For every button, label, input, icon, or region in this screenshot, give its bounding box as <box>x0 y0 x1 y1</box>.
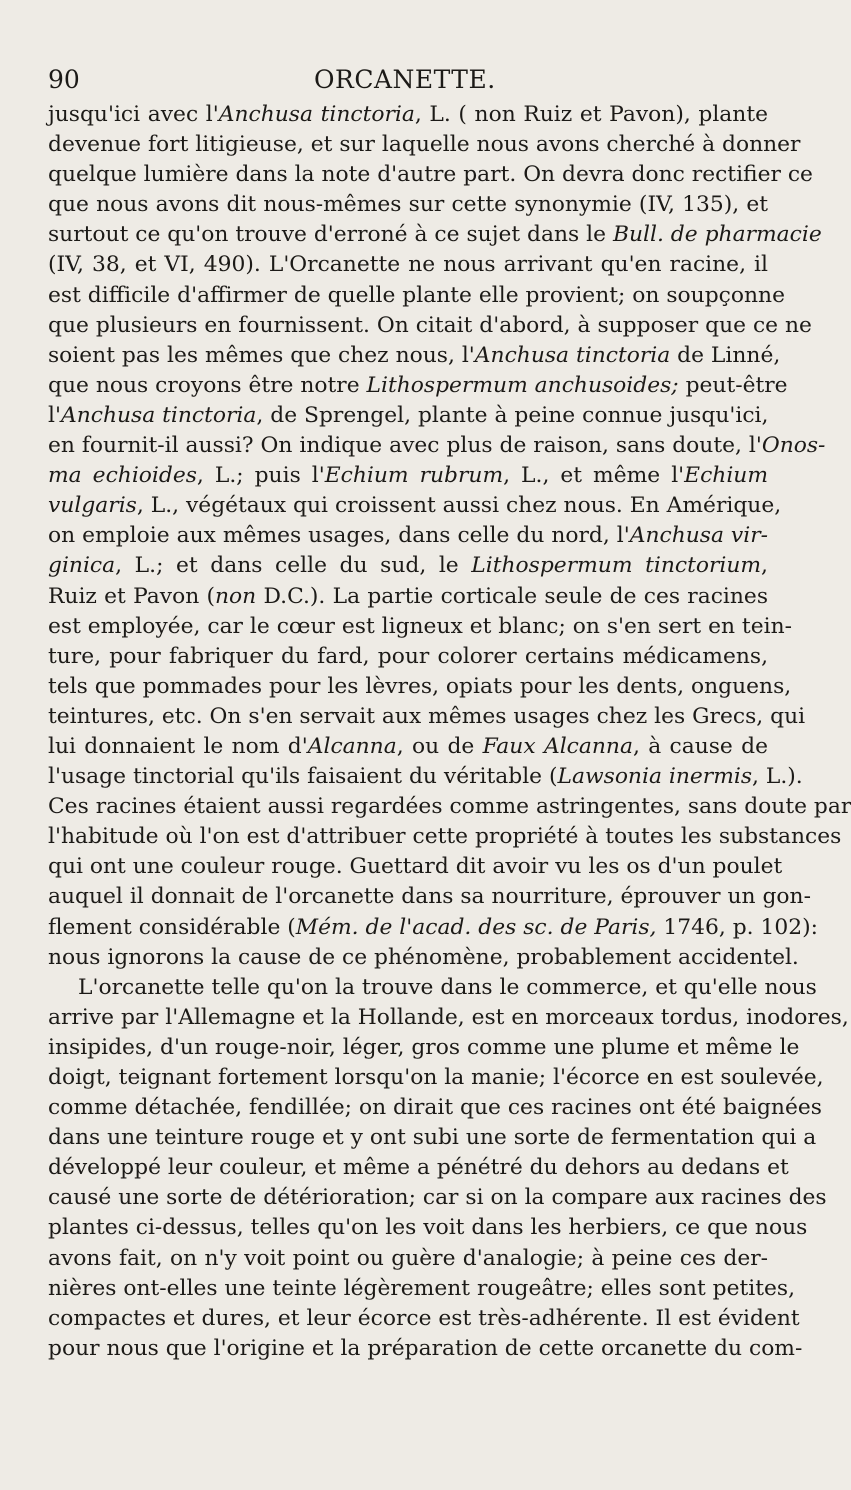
text-line <box>48 1183 827 1213</box>
italic-text: Anchusa vir- <box>629 523 768 549</box>
text-line <box>48 371 788 401</box>
text-run: que plusieurs en fournissent. On citait d'abord, à supposer que ce ne <box>48 312 812 338</box>
text-line <box>48 311 812 341</box>
text-run: pour nous que l'origine et la préparation de cette orcanette du com- <box>48 1335 803 1361</box>
text-run: , L.). <box>752 764 803 790</box>
text-line <box>48 672 792 702</box>
text-run: , <box>761 553 768 579</box>
text-line <box>48 732 768 762</box>
text-run: avons fait, on n'y voit point ou guère d'analogie; à peine ces der- <box>48 1245 768 1271</box>
text-line <box>48 551 768 581</box>
text-run: L'orcanette telle qu'on la trouve dans le commerce, et qu'elle nous <box>78 974 817 1000</box>
text-run: l'usage tinctorial qu'ils faisaient du véritable ( <box>48 764 558 790</box>
text-run: 1746, p. 102): <box>656 914 818 940</box>
text-run: auquel il donnait de l'orcanette dans sa nourriture, éprouver un gon- <box>48 884 811 910</box>
italic-text: vulgaris <box>48 493 137 519</box>
text-line <box>48 1153 789 1183</box>
text-line <box>48 1244 768 1274</box>
text-run: peut-être <box>678 372 788 398</box>
text-line <box>48 1063 824 1093</box>
text-run: , L., végétaux qui croissent aussi chez nous. En Amérique, <box>136 493 782 519</box>
text-line <box>48 943 799 973</box>
paragraph-1 <box>48 100 851 973</box>
text-line <box>48 190 768 220</box>
text-line <box>48 762 803 792</box>
text-run: arrive par l'Allemagne et la Hollande, est en morceaux tordus, inodores, <box>48 1004 849 1030</box>
text-run: l' <box>48 402 61 428</box>
text-run: causé une sorte de détérioration; car si on la compare aux racines des <box>48 1185 827 1211</box>
text-run: en fournit-il aussi? On indique avec plus de raison, sans doute, l' <box>48 433 762 459</box>
text-line <box>48 220 822 250</box>
text-line <box>48 913 818 943</box>
text-line <box>48 1213 808 1243</box>
text-line <box>48 160 813 190</box>
text-run: lui donnaient le nom d' <box>48 733 308 759</box>
text-run: tels que pommades pour les lèvres, opiats pour les dents, onguens, <box>48 673 792 699</box>
italic-text: Echium <box>684 463 769 489</box>
text-run: , L. ( non Ruiz et Pavon), plante <box>414 102 768 127</box>
text-run: ture, pour fabriquer du fard, pour colorer certains médicamens, <box>48 643 768 669</box>
text-run: compactes et dures, et leur écorce est très-adhérente. Il est évident <box>48 1305 800 1331</box>
text-run: Ces racines étaient aussi regardées comme astringentes, sans doute par <box>48 794 851 820</box>
text-run: de Linné, <box>670 342 781 368</box>
text-line <box>48 100 768 130</box>
text-run: soient pas les mêmes que chez nous, l' <box>48 342 475 368</box>
text-line <box>48 612 792 642</box>
text-run: est employée, car le cœur est ligneux et blanc; on s'en sert en tein- <box>48 613 792 639</box>
text-run: , L.; et dans celle du sud, le <box>115 553 472 579</box>
text-line <box>48 1304 800 1334</box>
italic-text: Onos- <box>761 433 826 459</box>
text-run: , L., et même l' <box>503 463 685 489</box>
italic-text: Echium rubrum <box>324 463 504 489</box>
text-line <box>48 431 826 461</box>
italic-text: Anchusa tinctoria <box>474 342 671 368</box>
text-line <box>48 642 768 672</box>
text-line <box>48 341 781 371</box>
italic-text: Alcanna <box>307 733 397 759</box>
italic-text: Anchusa tinctoria <box>60 402 257 428</box>
text-run: D.C.). La partie corticale seule de ces racines <box>256 583 768 609</box>
text-line <box>48 491 782 521</box>
text-run: que nous avons dit nous-mêmes sur cette synonymie (IV, 135), et <box>48 192 768 218</box>
italic-text: ma echioides <box>48 463 197 489</box>
italic-text: Mém. de l'acad. des sc. de Paris, <box>295 914 657 940</box>
body-text <box>48 100 851 1364</box>
text-line <box>48 1093 822 1123</box>
italic-text: Lawsonia inermis <box>557 764 753 790</box>
italic-text: Faux Alcanna <box>482 733 633 759</box>
text-run: , ou de <box>396 733 483 759</box>
italic-text: Bull. de pharmacie <box>612 222 822 248</box>
text-run: nières ont-elles une teinte légèrement rougeâtre; elles sont petites, <box>48 1275 796 1301</box>
text-line <box>48 1033 800 1063</box>
text-run: devenue fort litigieuse, et sur laquelle nous avons cherché à donner <box>48 132 801 158</box>
text-line <box>48 1274 796 1304</box>
italic-text: ginica <box>48 553 116 579</box>
text-run: doigt, teignant fortement lorsqu'on la manie; l'écorce en est soulevée, <box>48 1065 824 1090</box>
text-line <box>48 521 768 551</box>
text-line <box>48 1003 849 1033</box>
italic-text: Lithospermum anchusoides; <box>366 372 679 398</box>
text-line <box>48 130 801 160</box>
text-line <box>48 461 768 491</box>
page-header <box>48 62 768 98</box>
text-run: , de Sprengel, plante à peine connue jusqu'ici, <box>256 402 769 428</box>
italic-text: Lithospermum tinctorium <box>471 553 762 579</box>
text-line <box>48 792 851 822</box>
italic-text: non <box>215 583 257 609</box>
text-run: dans une teinture rouge et y ont subi une sorte de fermentation qui a <box>48 1125 817 1151</box>
text-run: développé leur couleur, et même a pénétré du dehors au dedans et <box>48 1155 789 1181</box>
text-run: insipides, d'un rouge-noir, léger, gros comme une plume et même le <box>48 1034 800 1060</box>
text-line <box>48 281 785 311</box>
text-run: est difficile d'affirmer de quelle plante elle provient; on soupçonne <box>48 282 785 308</box>
text-run: que nous croyons être notre <box>48 372 367 398</box>
text-line <box>48 250 768 280</box>
text-run: flement considérable ( <box>48 914 296 940</box>
paragraph-2 <box>48 973 849 1364</box>
text-run: plantes ci-dessus, telles qu'on les voit dans les herbiers, ce que nous <box>48 1215 808 1241</box>
text-line <box>48 973 817 1003</box>
text-line <box>48 822 842 852</box>
text-run: Ruiz et Pavon ( <box>48 583 215 609</box>
text-run: teintures, etc. On s'en servait aux mêmes usages chez les Grecs, qui <box>48 703 806 729</box>
italic-text: Anchusa tinctoria <box>218 102 415 127</box>
text-run: (IV, 38, et VI, 490). L'Orcanette ne nous arrivant qu'en racine, il <box>48 252 768 278</box>
text-line <box>48 1123 817 1153</box>
text-line <box>48 882 811 912</box>
text-run: jusqu'ici avec l' <box>48 102 219 127</box>
text-run: surtout ce qu'on trouve d'erroné à ce sujet dans le <box>48 222 613 248</box>
page-number: 90 <box>48 65 80 94</box>
text-run: , L.; puis l' <box>196 463 325 489</box>
text-run: , à cause de <box>632 733 769 759</box>
text-line <box>48 401 768 431</box>
text-run: comme détachée, fendillée; on dirait que ces racines ont été baignées <box>48 1095 822 1121</box>
text-run: l'habitude où l'on est d'attribuer cette propriété à toutes les substances <box>48 824 842 850</box>
text-run: on emploie aux mêmes usages, dans celle du nord, l' <box>48 523 630 549</box>
running-head: ORCANETTE. <box>314 65 496 94</box>
text-run: qui ont une couleur rouge. Guettard dit avoir vu les os d'un poulet <box>48 854 783 880</box>
text-line <box>48 852 783 882</box>
text-line <box>48 1334 803 1364</box>
text-line <box>48 582 768 612</box>
text-run: quelque lumière dans la note d'autre part. On devra donc rectifier ce <box>48 162 813 188</box>
text-run: nous ignorons la cause de ce phénomène, probablement accidentel. <box>48 944 799 970</box>
text-line <box>48 702 806 732</box>
